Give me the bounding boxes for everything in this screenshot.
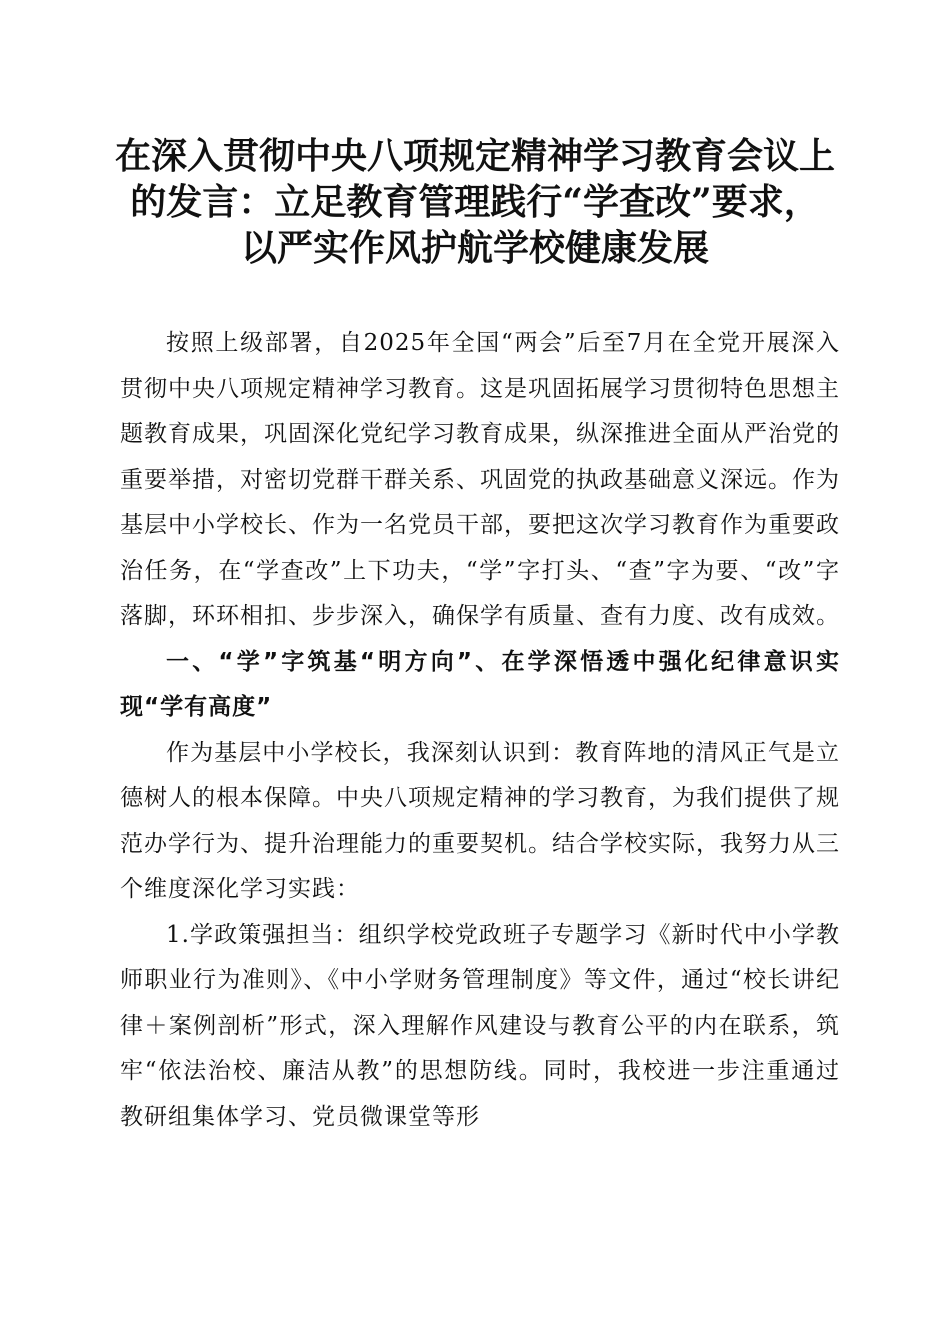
intro-paragraph: 按照上级部署，自2025年全国“两会”后至7月在全党开展深入贯彻中央八项规定精神学习教育。这是巩固拓展学习贯彻特色思想主题教育成果，巩固深化党纪学习教育成果，纵深推进全面从严治党的重要举措，对密切党群干群关系、巩固党的执政基础意义深远。作为基层中小学校长、作为一名党员干部，要把这次学习教育作为重要政治任务，在“学查改”上下功夫，“学”字打头、“查”字为要、“改”字落脚，环环相扣、步步深入，确保学有质量、查有力度、改有成效。 (120, 330, 840, 629)
list-item-paragraph: 1.学政策强担当：组织学校党政班子专题学习《新时代中小学教师职业行为准则》、《中小学财务管理制度》等文件，通过“校长讲纪律＋案例剖析”形式，深入理解作风建设与教育公平的内在联系，筑牢“依法治校、廉洁从教”的思想防线。同时，我校进一步注重通过教研组集体学习、党员微课堂等形 (120, 921, 840, 1130)
document-body (120, 321, 840, 1140)
document-title (100, 133, 850, 271)
section-heading: 一、“学”字筑基“明方向”、在学深悟透中强化纪律意识实现“学有高度” (120, 648, 840, 720)
section-paragraph: 作为基层中小学校长，我深刻认识到：教育阵地的清风正气是立德树人的根本保障。中央八项规定精神的学习教育，为我们提供了规范办学行为、提升治理能力的重要契机。结合学校实际，我努力从三个维度深化学习实践： (120, 739, 840, 902)
title-line-3: 以严实作风护航学校健康发展 (240, 227, 709, 269)
title-line-2: 的发言：立足教育管理践行“学查改”要求， (130, 181, 820, 223)
title-line-1: 在深入贯彻中央八项规定精神学习教育会议上 (114, 135, 835, 177)
